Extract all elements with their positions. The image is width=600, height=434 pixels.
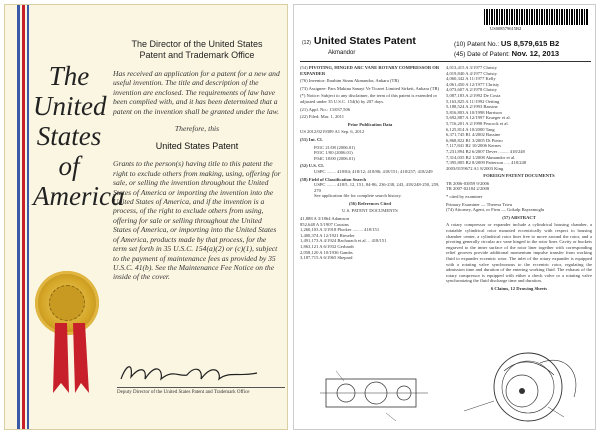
patent-drawing-figure bbox=[316, 361, 432, 427]
left-column bbox=[300, 65, 440, 261]
patent-title bbox=[302, 35, 416, 47]
us-doc: 1,400,374 A 12/1921 Rieseler bbox=[300, 232, 355, 238]
usa-line: The bbox=[48, 61, 90, 91]
us-doc: 5,716,201 A 2/1998 Peacock et al. bbox=[446, 120, 509, 126]
prior-pub-heading: Prior Publication Data bbox=[347, 121, 393, 127]
red-ribbon-icon bbox=[51, 323, 91, 393]
us-patent-title: United States Patent bbox=[313, 35, 416, 47]
us-doc: 5,163,825 A 11/1992 Oetting bbox=[446, 98, 500, 104]
right-column bbox=[446, 65, 592, 294]
intcl-item: F04C 18/00 (2006.01) bbox=[314, 155, 355, 161]
patent-number-row bbox=[454, 39, 559, 49]
united-states-patent-heading: United States Patent bbox=[155, 141, 239, 152]
patent-number-block bbox=[454, 39, 559, 59]
certificate-body bbox=[113, 39, 281, 282]
us-doc: 4,019,840 A 4/1977 Christy bbox=[446, 70, 497, 76]
us-doc: 2003/0159672 A1 8/2003 King bbox=[446, 165, 504, 171]
us-doc: 7,117,841 B2 10/2006 Kernes bbox=[446, 143, 502, 149]
usa-line: United bbox=[33, 91, 107, 121]
application-paragraph: Has received an application for a patent for a new and useful invention. The title and description of the invention are enclosed. The requirements of law have been complied with, and it has been determined that a patent on the invention shall be granted under the law. bbox=[113, 69, 280, 116]
signature-caption: Deputy Director of the United States Patent and Trademark Office bbox=[117, 387, 285, 395]
examiner: Primary Examiner — Theresa Trieu bbox=[446, 201, 513, 207]
red-stripe bbox=[22, 5, 25, 429]
united-states-of-america-title bbox=[33, 61, 125, 211]
blue-stripe-inner bbox=[27, 5, 29, 429]
director-line: The Director of the United States bbox=[131, 39, 263, 49]
us-doc: 1,491,173 A 4/1924 Bacharach et al. .. 418/151 bbox=[300, 238, 387, 244]
us-doc: 852,648 A 5/1907 Cousins bbox=[300, 221, 349, 227]
us-doc: 5,692,887 A 12/1997 Krueger et al. bbox=[446, 115, 511, 121]
us-docs-right-list bbox=[446, 65, 592, 171]
field-code: (45) bbox=[454, 51, 466, 58]
intcl-heading: (51) Int. Cl. bbox=[300, 136, 323, 142]
usa-line: of bbox=[58, 151, 80, 181]
foreign-doc: TR 2007-02184 2/2008 bbox=[446, 186, 490, 192]
bib-field: (54) PIVOTING, HINGED ARC VANE ROTARY COMPRESSOR OR EXPANDER bbox=[300, 65, 440, 76]
foreign-doc: TR 2006-03859 9/2006 bbox=[446, 180, 490, 186]
us-doc: 5,816,803 A 10/1998 Harrison bbox=[446, 109, 502, 115]
usa-line: America bbox=[33, 181, 125, 211]
us-doc: 4,073,607 A 2/1978 Christy bbox=[446, 87, 497, 93]
patent-number: US 8,579,615 B2 bbox=[500, 39, 560, 48]
us-doc: 4,060,342 A 11/1977 Kelly bbox=[446, 76, 496, 82]
us-doc: 2,058,120 A 10/1936 Gambs bbox=[300, 249, 353, 255]
us-doc: 4,013,415 A 3/1977 Christy bbox=[446, 65, 497, 70]
bib-field: (*) Notice: Subject to any disclaimer, the term of this patent is extended or adjusted under 35 U.S.C. 154(b) by 207 days. bbox=[300, 93, 438, 104]
intcl-item: F01C 1/00 (2006.01) bbox=[314, 150, 353, 156]
claims-line: 6 Claims, 12 Drawing Sheets bbox=[490, 285, 548, 291]
abstract-heading: (57) ABSTRACT bbox=[502, 214, 536, 220]
us-doc: 3,187,715 A 6/1965 Shepard bbox=[300, 255, 353, 261]
bib-field: (22) Filed: Mar. 1, 2011 bbox=[300, 114, 344, 120]
bib-field: (73) Assignee: Pars Makina Sanayi Ve Ticaret Limited Sirketi, Ankara (TR) bbox=[300, 85, 440, 91]
uscl-heading: (52) U.S. Cl. bbox=[300, 163, 324, 169]
patent-certificate bbox=[4, 4, 288, 430]
us-docs-heading: U.S. PATENT DOCUMENTS bbox=[342, 208, 398, 214]
prior-pub: US 2012/0219389 A1 Sep. 6, 2012 bbox=[300, 129, 365, 135]
inventor-surname: Akmandor bbox=[328, 50, 356, 56]
us-doc: 7,314,035 B2 1/2008 Akmandor et al. bbox=[446, 154, 516, 160]
us-doc: 4,061,450 A 12/1977 Christy bbox=[446, 81, 500, 87]
foreign-docs-heading: FOREIGN PATENT DOCUMENTS bbox=[483, 173, 555, 179]
grant-paragraph: Grants to the person(s) having title to this patent the right to exclude others from making, using, offering for sale, or selling the invention throughout the United States of America or importing the invention into the United States of America, and if the invention is a process, of the right to exclude others from using, offering for sale or selling throughout the United States of America, or importing into the United States of America, products made by that process, for the term set forth in 35 U.S.C. 154(a)(2) or (c)(1), subject to the payment of maintenance fees as provided by 35 U.S.C. 41(b). See the Maintenance Fee Notice on the inside of the cover. bbox=[113, 159, 281, 282]
director-line: Patent and Trademark Office bbox=[139, 50, 255, 60]
field-code: (12) bbox=[302, 40, 311, 46]
field-note: See application file for complete search history. bbox=[314, 193, 402, 199]
us-doc: 5,188,524 A 2/1993 Bassine bbox=[446, 104, 498, 110]
usa-line: States bbox=[36, 121, 102, 151]
references-heading: (56) References Cited bbox=[348, 200, 391, 206]
director-heading bbox=[113, 39, 281, 61]
patent-date-label: Date of Patent: bbox=[467, 51, 510, 58]
bib-field: (21) Appl. No.: 13/037,506 bbox=[300, 106, 351, 112]
us-doc: 7,231,894 B2 6/2007 Dever ......... 418/248 bbox=[446, 148, 525, 154]
us-doc: 6,125,814 A 10/2000 Tang bbox=[446, 126, 495, 132]
therefore-line: Therefore, this bbox=[174, 124, 220, 134]
us-doc: 1,260,103 A 3/1918 Plucker ......... 418/151 bbox=[300, 227, 380, 233]
us-docs-list bbox=[300, 216, 440, 261]
patent-front-page bbox=[293, 4, 596, 430]
attorney: (74) Attorney, Agent, or Firm — Gokalp Bayramoglu bbox=[446, 207, 545, 213]
us-doc: 7,395,805 B2 8/2009 Patterson ..... 418/248 bbox=[446, 160, 527, 166]
patent-date-row bbox=[454, 49, 559, 59]
bib-field: (76) Inventor: Ibrahim Sinan Akmandor, Ankara (TR) bbox=[300, 78, 399, 84]
rotary-compressor-drawing bbox=[444, 341, 592, 427]
header-rule bbox=[300, 61, 591, 62]
field-search-heading: (58) Field of Classification Search bbox=[300, 176, 367, 182]
cited-note: * cited by examiner bbox=[446, 194, 483, 200]
uscl: USPC ........ 418/84; 418/12; 418/86; 418/151; 418/257; 418/249 bbox=[314, 168, 433, 174]
us-doc: 41,888 A 3/1864 Adamson bbox=[300, 216, 350, 222]
patent-number-label: Patent No.: bbox=[467, 41, 500, 48]
intcl-item: F01C 21/08 (2006.01) bbox=[314, 144, 355, 150]
field-search: USPC ........ 418/5, 12, 151, 84-86, 236-238, 243, 418/248-250, 259, 270 bbox=[314, 182, 440, 193]
barcode-icon bbox=[484, 9, 588, 25]
us-doc: 6,371,745 B1 4/2002 Bassine bbox=[446, 132, 501, 138]
signature-icon bbox=[117, 357, 267, 387]
patent-date: Nov. 12, 2013 bbox=[511, 49, 560, 58]
barcode-number: US008579615B2 bbox=[490, 26, 522, 31]
field-code: (10) bbox=[454, 41, 466, 48]
us-doc: 1,863,121 A 6/1932 Gerhardt bbox=[300, 244, 354, 250]
us-doc: 6,868,822 B1 3/2005 Di Pietro bbox=[446, 137, 503, 143]
blue-stripe bbox=[17, 5, 20, 429]
us-doc: 5,087,183 A 2/1992 De Costa bbox=[446, 92, 501, 98]
abstract-text: A rotary compressor or expander include a cylindrical housing chamber, a rotatable cylindrical rotor mounted eccentrically with respect to housing chamber center, a cylindrical rotor liner free to move around the rotor, and a pivoting generally circular arc vane hinged to the rotor liner. Cavity or buckets engraved to the inner surface of the rotor liner together with corresponding relief grooves provide additional momentum impulse transfer from working fluid to expander eccentric rotor. The inlet of the rotary expander is equipped with a rotating valve synchronous to the eccentric rotor, regulating the admission time and duration of the entering working fluid. The exhaust of the rotary compressor is equipped with either a check valve or a rotating valve synchronizing the fluid discharge time and duration. bbox=[446, 222, 592, 284]
